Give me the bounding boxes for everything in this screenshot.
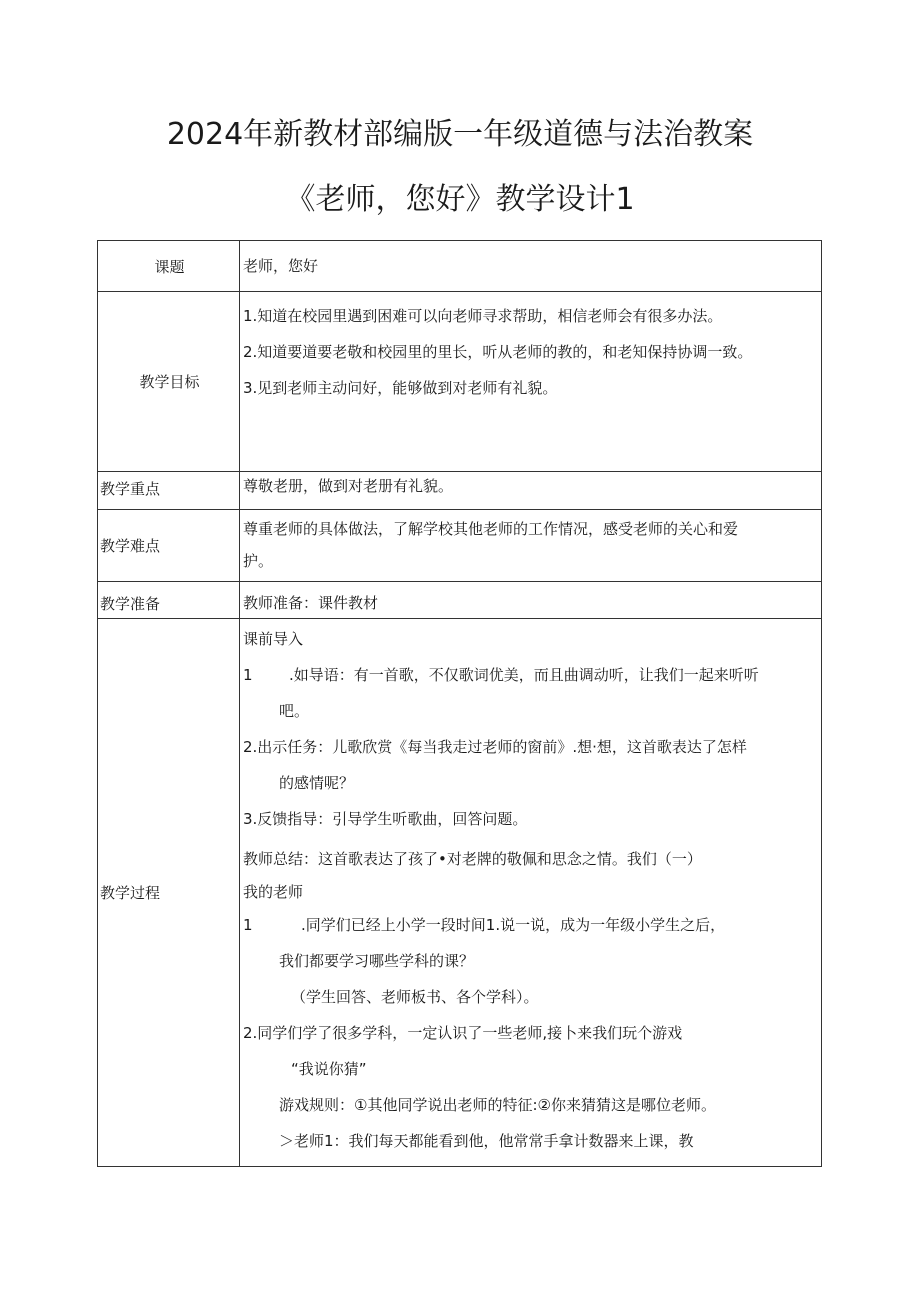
section-item-1-text: .同学们已经上小学一段时间1.说一说，成为一年级小学生之后， xyxy=(301,916,726,934)
label-topic: 课题 xyxy=(98,241,240,291)
intro-item-1-number: 1 xyxy=(243,666,253,684)
label-preparation: 教学准备 xyxy=(98,582,240,618)
section-item-1 xyxy=(243,907,815,943)
value-key-point xyxy=(240,472,821,509)
row-preparation xyxy=(98,582,821,619)
label-difficulty: 教学难点 xyxy=(98,510,240,581)
row-difficulty xyxy=(98,510,821,582)
row-key-point xyxy=(98,472,821,510)
intro-item-1-text: .如导语：有一首歌，不仅歌词优美，而且曲调动听，让我们一起来听听 xyxy=(289,666,759,684)
section-item-1-continued: 我们都要学习哪些学科的课？ xyxy=(279,952,475,970)
row-topic xyxy=(98,241,821,292)
difficulty-line-2: 护。 xyxy=(243,552,274,570)
document-title: 2024年新教材部编版一年级道德与法治教案 xyxy=(166,117,754,152)
preparation-text: 教师准备：课件教材 xyxy=(243,594,379,612)
value-preparation xyxy=(240,582,821,618)
objective-item-2: 2.知道要道要老敬和校园里的里长，听从老师的教的，和老知保持协调一致。 xyxy=(243,343,753,361)
intro-item-1-continued: 吧。 xyxy=(279,702,310,720)
objective-item-1: 1.知道在校园里遇到困难可以向老师寻求帮助，相信老师会有很多办法。 xyxy=(243,307,723,325)
label-key-point: 教学重点 xyxy=(98,472,240,509)
teacher-1-clue: ＞老师1：我们每天都能看到他，他常常手拿计数器来上课，教 xyxy=(279,1132,694,1150)
label-objectives: 教学目标 xyxy=(98,292,240,471)
value-topic xyxy=(240,241,821,291)
label-process: 教学过程 xyxy=(98,619,240,1166)
row-process xyxy=(98,619,821,1166)
section-title-my-teacher: 我的老师 xyxy=(243,883,304,901)
objective-item-3: 3.见到老师主动问好，能够做到对老师有礼貌。 xyxy=(243,379,558,397)
section-item-1-note: （学生回答、老师板书、各个学科）。 xyxy=(291,988,539,1006)
teacher-summary: 教师总结：这首歌表达了孩了•对老牌的敬佩和思念之情。我们（一） xyxy=(243,850,702,868)
lesson-plan-table xyxy=(97,240,822,1167)
intro-item-2: 2.出示任务：儿歌欣赏《每当我走过老师的窗前》.想·想，这首歌表达了怎样 xyxy=(243,738,747,756)
intro-item-2-continued: 的感情呢？ xyxy=(279,774,355,792)
key-point-text: 尊敬老册，做到对老册有礼貌。 xyxy=(243,477,454,495)
value-difficulty xyxy=(240,510,821,581)
topic-text: 老师，您好 xyxy=(243,257,319,275)
row-objectives xyxy=(98,292,821,472)
document-subtitle: 《老师，您好》教学设计1 xyxy=(285,182,635,217)
value-objectives xyxy=(240,292,821,471)
section-item-2: 2.同学们学了很多学科，一定认识了一些老师,接卜来我们玩个游戏 xyxy=(243,1024,683,1042)
value-process xyxy=(240,619,821,1166)
section-item-1-number: 1 xyxy=(243,916,253,934)
intro-heading: 课前导入 xyxy=(243,630,304,648)
difficulty-line-1: 尊重老师的具体做法，了解学校其他老师的工作情况，感受老师的关心和爱 xyxy=(243,520,739,538)
intro-item-1 xyxy=(243,657,815,693)
game-name: “我说你猜” xyxy=(291,1060,367,1078)
intro-item-3: 3.反馈指导：引导学生听歌曲，回答问题。 xyxy=(243,810,528,828)
game-rules: 游戏规则：①其他同学说出老师的特征:②你来猜猜这是哪位老师。 xyxy=(279,1096,716,1114)
